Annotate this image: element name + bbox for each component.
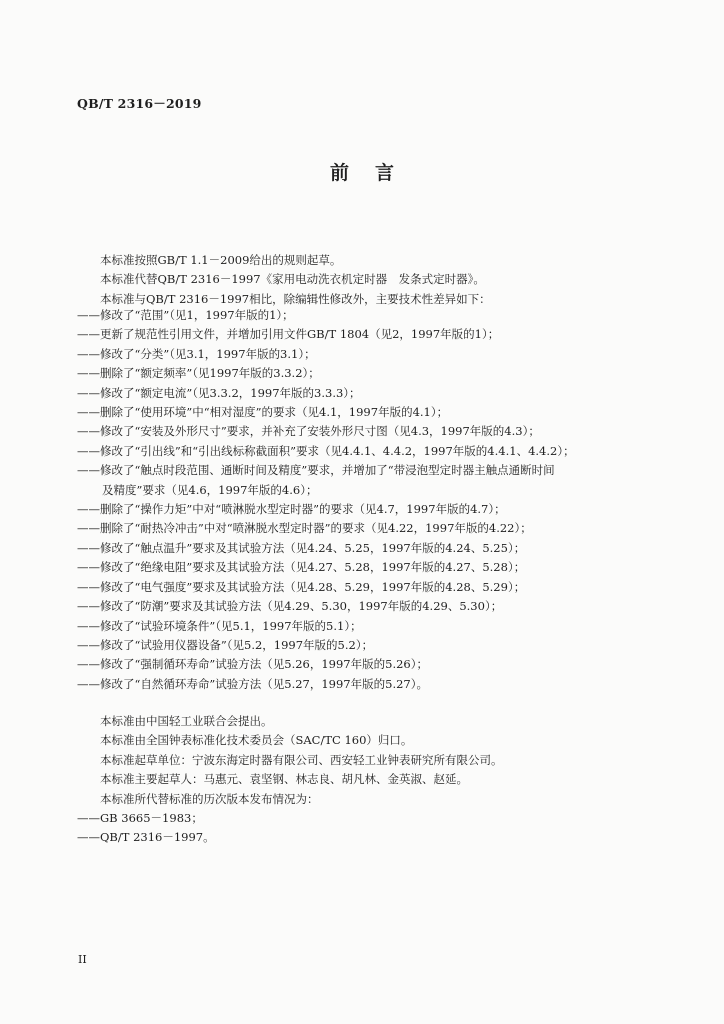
edition-history-item: ——GB 3665－1983； — [77, 811, 203, 826]
standard-number: QB/T 2316－2019 — [77, 96, 202, 111]
change-item: ——修改了“范围”（见1，1997年版的1）； — [77, 308, 294, 322]
change-item: ——删除了“耐热冷冲击”中对“喷淋脱水型定时器”的要求（见4.22，1997年版的4.22）； — [77, 521, 532, 536]
intro-line: 本标准按照GB/T 1.1－2009给出的规则起草。 — [100, 253, 342, 267]
change-item: ——修改了“电气强度”要求及其试验方法（见4.28、5.29，1997年版的4.28、5.29）； — [77, 579, 526, 594]
change-item: ——修改了“额定电流”（见3.3.2，1997年版的3.3.3）； — [77, 385, 361, 400]
info-line: 本标准所代替标准的历次版本发布情况为： — [100, 791, 319, 806]
info-line: 本标准由全国钟表标准化技术委员会（SAC/TC 160）归口。 — [100, 733, 413, 748]
changes-list — [77, 306, 680, 694]
intro-section — [100, 251, 680, 309]
change-item: ——修改了“强制循环寿命”试验方法（见5.26，1997年版的5.26）； — [77, 657, 428, 672]
edition-history-item: ——QB/T 2316－1997。 — [77, 830, 215, 845]
info-line: 本标准主要起草人：马惠元、袁坚钢、林志良、胡凡林、金英淑、赵延。 — [100, 772, 468, 787]
change-item: ——修改了“绝缘电阻”要求及其试验方法（见4.27、5.28，1997年版的4.27、5.28）； — [77, 560, 526, 575]
info-line: 本标准起草单位：宁波东海定时器有限公司、西安轻工业钟表研究所有限公司。 — [100, 752, 503, 767]
change-item: ——删除了“使用环境”中“相对湿度”的要求（见4.1，1997年版的4.1）； — [77, 405, 449, 420]
change-item-continuation: 及精度”要求（见4.6，1997年版的4.6）； — [102, 482, 318, 497]
change-item: ——修改了“触点时段范围、通断时间及精度”要求，并增加了“带浸泡型定时器主触点通断时间 — [77, 463, 555, 478]
change-item: ——修改了“试验用仪器设备”（见5.2，1997年版的5.2）； — [77, 637, 374, 652]
change-item: ——删除了“额定频率”（见1997年版的3.3.2）； — [77, 366, 320, 381]
change-item: ——修改了“引出线”和“引出线标称截面积”要求（见4.4.1、4.4.2，1997年版的4.4.1、4.4.2）； — [77, 443, 575, 458]
info-section — [77, 712, 680, 848]
change-item: ——修改了“分类”（见3.1，1997年版的3.1）； — [77, 346, 316, 361]
page-number: II — [78, 953, 87, 966]
change-item: ——修改了“试验环境条件”（见5.1，1997年版的5.1）； — [77, 618, 362, 633]
page-title: 前言 — [329, 162, 420, 184]
intro-line: 本标准代替QB/T 2316－1997《家用电动洗衣机定时器 发条式定时器》。 — [100, 272, 485, 287]
change-item: ——删除了“操作力矩”中对“喷淋脱水型定时器”的要求（见4.7，1997年版的4.7）； — [77, 502, 506, 517]
change-item: ——修改了“触点温升”要求及其试验方法（见4.24、5.25，1997年版的4.24、5.25）； — [77, 540, 526, 555]
info-line: 本标准由中国轻工业联合会提出。 — [100, 714, 273, 728]
change-item: ——修改了“自然循环寿命”试验方法（见5.27，1997年版的5.27）。 — [77, 676, 428, 691]
change-item: ——修改了“安装及外形尺寸”要求，并补充了安装外形尺寸图（见4.3，1997年版的4.3）； — [77, 424, 540, 439]
change-item: ——更新了规范性引用文件，并增加引用文件GB/T 1804（见2，1997年版的1）； — [77, 327, 500, 342]
change-item: ——修改了“防潮”要求及其试验方法（见4.29、5.30，1997年版的4.29、5.30）； — [77, 599, 503, 614]
intro-line: 本标准与QB/T 2316－1997相比，除编辑性修改外，主要技术性差异如下： — [100, 291, 491, 306]
